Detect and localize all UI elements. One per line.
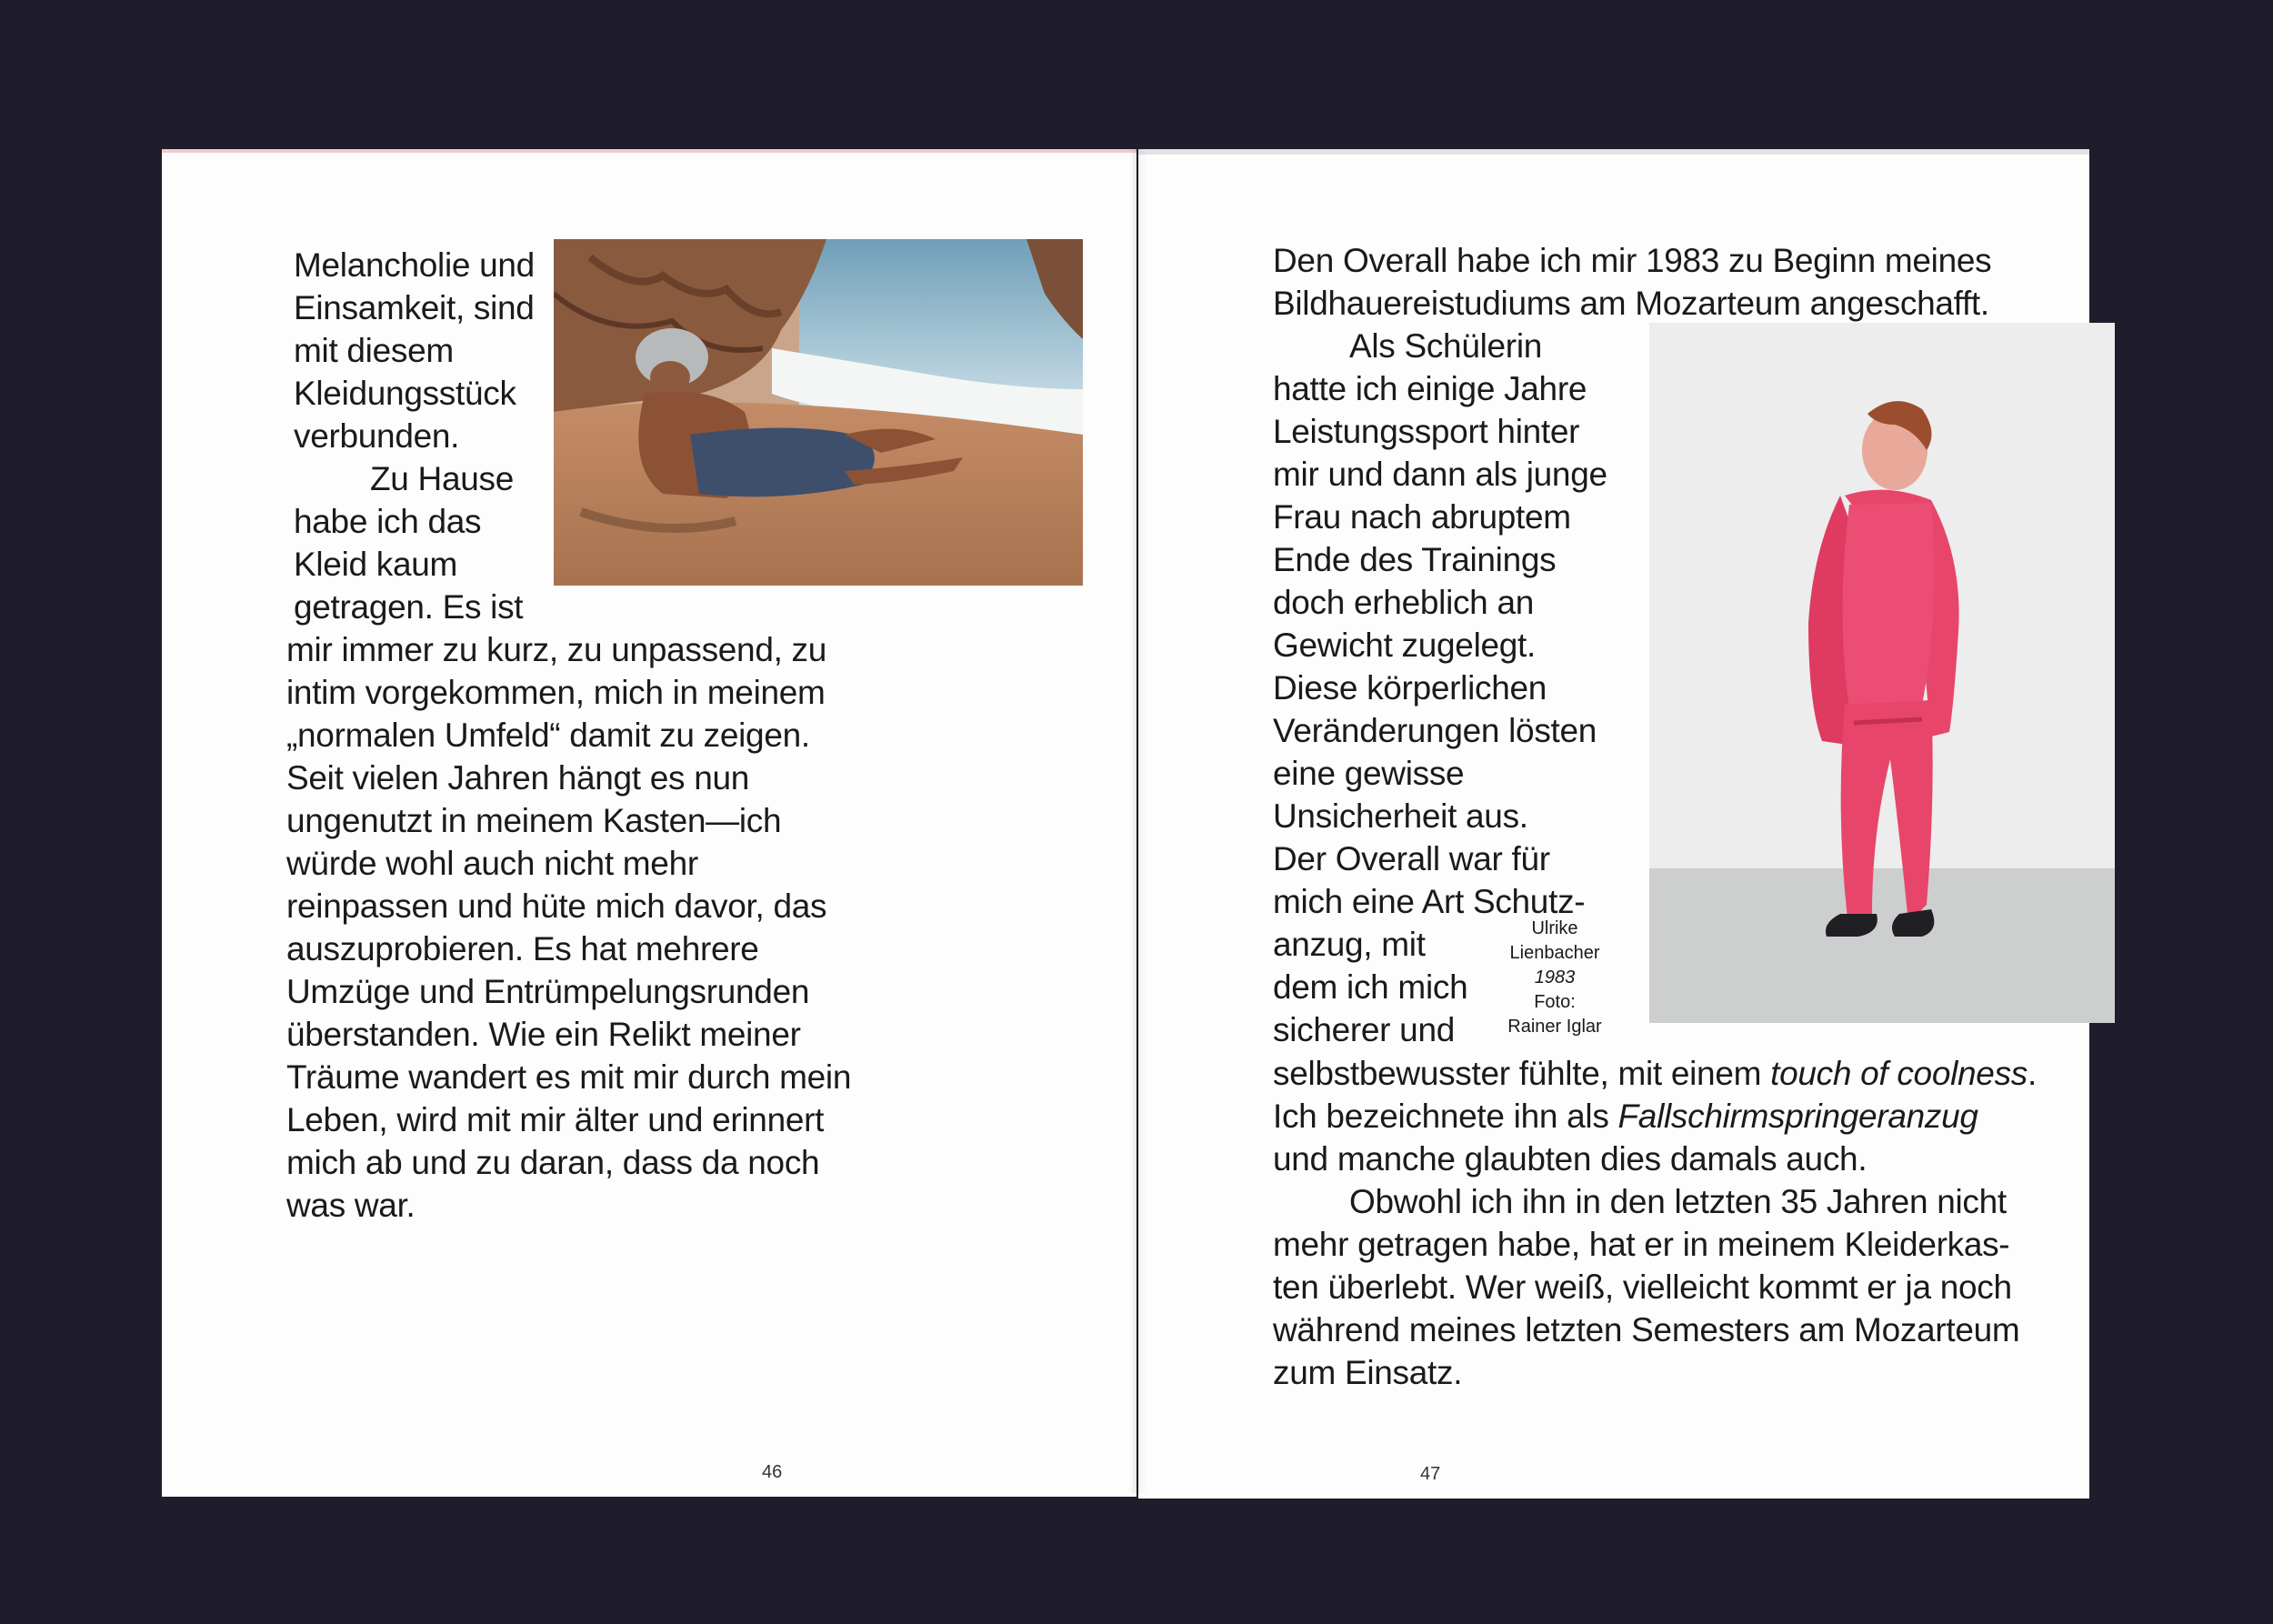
text-line: Unsicherheit aus. xyxy=(1273,797,1528,835)
text-line: Obwohl ich ihn in den letzten 35 Jahren nicht xyxy=(1349,1183,2007,1220)
text-line: Einsamkeit, sind xyxy=(294,289,535,326)
text-line: Umzüge und Entrümpelungsrunden xyxy=(286,973,810,1010)
text-run: . xyxy=(2027,1055,2037,1092)
text-line: Seit vielen Jahren hängt es nun xyxy=(286,759,750,797)
left-body-text xyxy=(286,628,851,1227)
text-line xyxy=(1273,1052,2037,1095)
text-line: sicherer und xyxy=(1273,1011,1456,1048)
text-line: Gewicht zugelegt. xyxy=(1273,627,1537,664)
text-line: Veränderungen lösten xyxy=(1273,712,1597,749)
text-line: Frau nach abruptem xyxy=(1273,498,1571,536)
text-line: „normalen Umfeld“ damit zu zeigen. xyxy=(286,717,810,754)
text-line: Diese körperlichen xyxy=(1273,669,1547,707)
text-line: überstanden. Wie ein Relikt meiner xyxy=(286,1016,801,1053)
text-line: mit diesem xyxy=(294,332,454,369)
beach-photo xyxy=(554,239,1083,586)
text-line: mich ab und zu daran, dass da noch xyxy=(286,1144,820,1181)
overall-portrait-graphic xyxy=(1649,323,2115,1023)
beach-photo-graphic xyxy=(554,239,1083,586)
text-line: Leistungssport hinter xyxy=(1273,413,1580,450)
text-line: mich eine Art Schutz- xyxy=(1273,883,1586,920)
text-line: eine gewisse xyxy=(1273,755,1465,792)
right-top-text xyxy=(1273,239,1991,325)
caption-photo-label: Foto: xyxy=(1534,992,1576,1012)
text-line: würde wohl auch nicht mehr xyxy=(286,845,698,882)
text-line: habe ich das xyxy=(294,503,482,540)
italic-phrase: touch of coolness xyxy=(1770,1055,2028,1092)
text-line: Kleid kaum xyxy=(294,546,458,583)
text-line xyxy=(1273,1095,2037,1138)
text-line: Träume wandert es mit mir durch mein xyxy=(286,1058,852,1096)
italic-phrase: Fallschirmspringeranzug xyxy=(1617,1098,1978,1135)
text-line: reinpassen und hüte mich davor, das xyxy=(286,887,827,925)
text-line: auszuprobieren. Es hat mehrere xyxy=(286,930,759,967)
text-line: mir und dann als junge xyxy=(1273,456,1607,493)
text-line: Zu Hause xyxy=(370,460,515,497)
caption-name-first: Ulrike xyxy=(1531,918,1578,938)
magazine-spread xyxy=(162,136,2089,1493)
text-line: Kleidungsstück xyxy=(294,375,516,412)
text-line: Leben, wird mit mir älter und erinnert xyxy=(286,1101,825,1138)
page-gutter xyxy=(1129,149,1147,1493)
text-line: Melancholie und xyxy=(294,246,535,284)
text-line: Als Schülerin xyxy=(1349,327,1543,365)
caption-year: 1983 xyxy=(1534,967,1576,987)
text-line: getragen. Es ist xyxy=(294,588,524,626)
text-line: zum Einsatz. xyxy=(1273,1354,1463,1391)
photo-caption xyxy=(1500,917,1609,1039)
text-line: hatte ich einige Jahre xyxy=(1273,370,1587,407)
right-body-text xyxy=(1273,1052,2037,1394)
right-page xyxy=(1138,149,2089,1499)
overall-portrait-photo xyxy=(1649,323,2115,1023)
page-number-left: 46 xyxy=(762,1462,783,1482)
text-line: intim vorgekommen, mich in meinem xyxy=(286,674,826,711)
text-line: ungenutzt in meinem Kasten—ich xyxy=(286,802,782,839)
text-line: dem ich mich xyxy=(1273,968,1468,1006)
text-line: verbunden. xyxy=(294,417,460,455)
page-number-right: 47 xyxy=(1420,1464,1441,1484)
text-line: und manche glaubten dies damals auch. xyxy=(1273,1140,1867,1178)
caption-photographer: Rainer Iglar xyxy=(1507,1017,1602,1037)
text-line: anzug, mit xyxy=(1273,926,1426,963)
text-line: ten überlebt. Wer weiß, vielleicht kommt er ja noch xyxy=(1273,1268,2012,1306)
text-line: doch erheblich an xyxy=(1273,584,1534,621)
text-line: Der Overall war für xyxy=(1273,840,1550,877)
text-run: Ich bezeichnete ihn als xyxy=(1273,1098,1618,1135)
left-page xyxy=(162,149,1136,1497)
text-line: Bildhauereistudiums am Mozarteum angeschafft. xyxy=(1273,285,1989,322)
text-line: während meines letzten Semesters am Mozarteum xyxy=(1273,1311,2020,1348)
text-line: Ende des Trainings xyxy=(1273,541,1557,578)
caption-name-last: Lienbacher xyxy=(1509,943,1600,963)
text-line: mehr getragen habe, hat er in meinem Kleiderkas- xyxy=(1273,1226,2010,1263)
text-run: selbstbewusster fühlte, mit einem xyxy=(1273,1055,1771,1092)
text-line: was war. xyxy=(286,1187,416,1224)
text-line: mir immer zu kurz, zu unpassend, zu xyxy=(286,631,827,668)
text-line: Den Overall habe ich mir 1983 zu Beginn meines xyxy=(1273,242,1992,279)
left-wrap-text xyxy=(294,244,535,628)
